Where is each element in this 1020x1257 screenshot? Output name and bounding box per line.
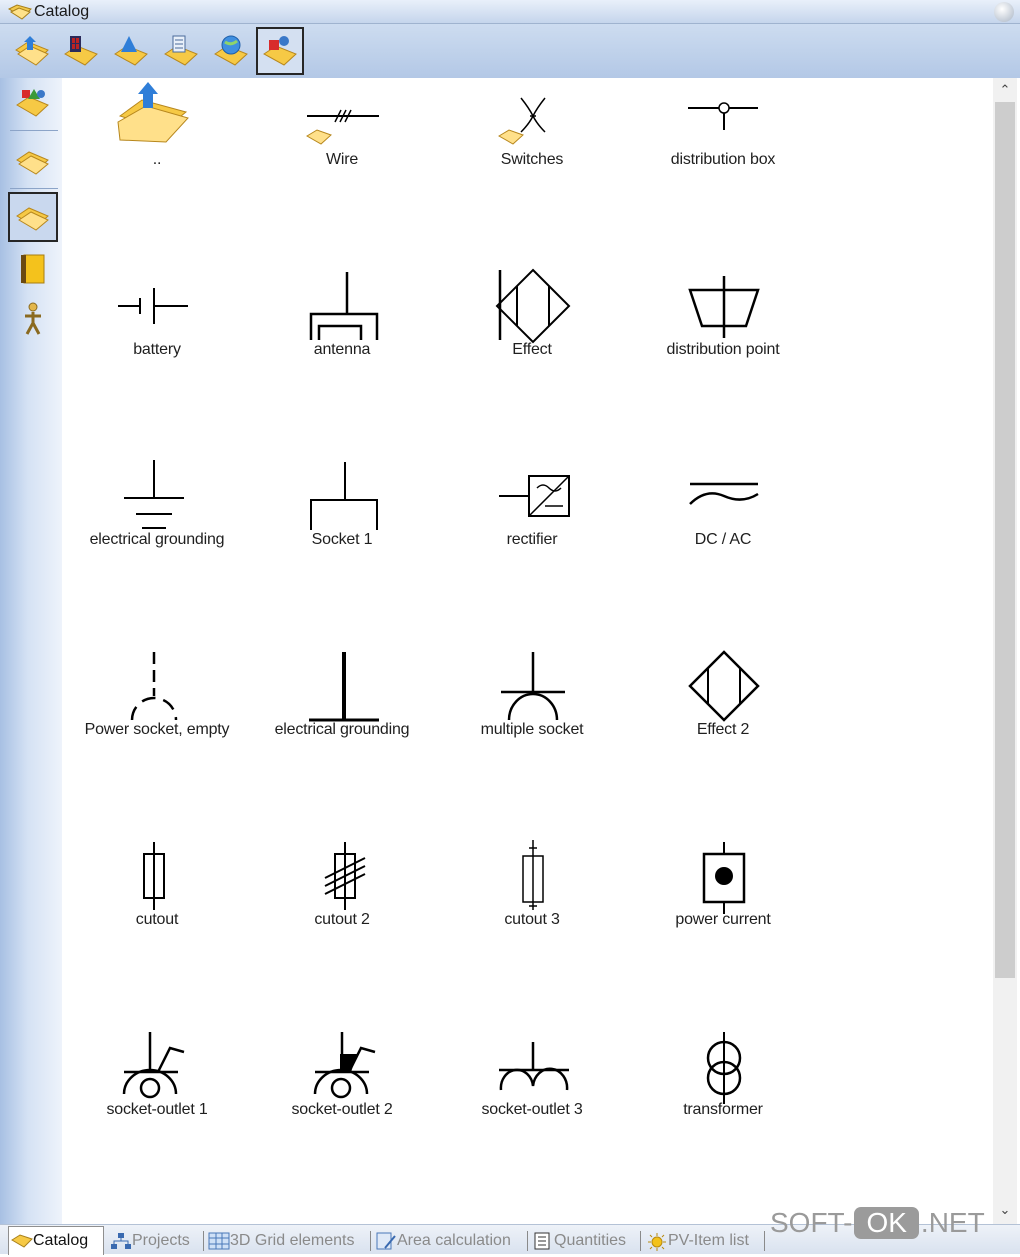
catalog-item-label: antenna <box>313 341 371 358</box>
catalog-item[interactable] <box>247 838 437 1028</box>
left-panel-button-1[interactable] <box>8 78 58 128</box>
toolbar-button-globe[interactable] <box>207 27 255 75</box>
catalog-item-label: Power socket, empty <box>84 721 230 738</box>
toolbar-button-document[interactable] <box>157 27 205 75</box>
dc-ac-symbol-icon <box>628 458 818 598</box>
catalog-item-label: Effect <box>512 341 552 358</box>
left-panel-button-4[interactable] <box>8 244 58 294</box>
catalog-item[interactable] <box>437 838 627 1028</box>
catalog-item-label: multiple socket <box>480 721 584 738</box>
catalog-item[interactable] <box>628 648 818 838</box>
switch-symbol-icon <box>437 78 627 218</box>
catalog-item-label: Wire <box>325 151 359 168</box>
toolbar-button-symbols[interactable] <box>256 27 304 75</box>
toolbar-button-window[interactable] <box>57 27 105 75</box>
tab-divider <box>527 1231 528 1251</box>
catalog-item-label: .. <box>152 151 162 168</box>
toolbar-button-shapes[interactable] <box>107 27 155 75</box>
window-titlebar <box>0 0 1020 24</box>
catalog-item[interactable] <box>62 838 252 1028</box>
tab-label: PV-Item list <box>668 1232 749 1249</box>
cutout-2-symbol-icon <box>247 838 437 978</box>
folder-up-icon <box>62 78 252 218</box>
catalog-item[interactable] <box>62 268 252 458</box>
watermark-text: SOFT- <box>770 1207 853 1238</box>
tab-divider <box>640 1231 641 1251</box>
tab-divider <box>203 1231 204 1251</box>
catalog-item-label: electrical grounding <box>89 531 225 548</box>
catalog-item[interactable] <box>628 78 818 268</box>
left-panel-button-5[interactable] <box>8 294 58 344</box>
tab-pv-item-list[interactable] <box>644 1228 762 1254</box>
tab-label: Area calculation <box>397 1232 511 1249</box>
catalog-item[interactable] <box>62 648 252 838</box>
catalog-item-label: socket-outlet 3 <box>481 1101 583 1118</box>
catalog-item[interactable] <box>628 268 818 458</box>
toolbar-button-up[interactable] <box>8 27 56 75</box>
tab-divider <box>370 1231 371 1251</box>
catalog-item[interactable] <box>247 648 437 838</box>
chevron-up-icon: ⌃ <box>999 82 1011 97</box>
area-calculation-icon <box>375 1232 397 1255</box>
scrollbar-thumb[interactable] <box>995 102 1015 978</box>
catalog-folder-icon <box>8 3 32 26</box>
pin-button[interactable] <box>994 2 1014 22</box>
catalog-item-label: distribution box <box>670 151 776 168</box>
catalog-item[interactable] <box>62 1028 252 1218</box>
left-panel <box>0 78 62 1224</box>
catalog-item-label: Socket 1 <box>311 531 373 548</box>
tab-divider <box>764 1231 765 1251</box>
vertical-scrollbar[interactable] <box>993 78 1017 1224</box>
tab-catalog[interactable] <box>8 1226 104 1255</box>
catalog-item-label: socket-outlet 2 <box>291 1101 393 1118</box>
cutout-symbol-icon <box>62 838 252 978</box>
catalog-item[interactable] <box>437 268 627 458</box>
battery-symbol-icon <box>62 268 252 408</box>
tab-label: Catalog <box>33 1232 89 1249</box>
watermark-text: .NET <box>920 1207 985 1238</box>
catalog-item[interactable] <box>628 458 818 648</box>
left-panel-button-3[interactable] <box>8 192 58 242</box>
catalog-item[interactable] <box>62 78 252 268</box>
catalog-item[interactable] <box>437 458 627 648</box>
catalog-item-label: Switches <box>500 151 564 168</box>
cutout-3-symbol-icon <box>437 838 627 978</box>
catalog-item[interactable] <box>62 458 252 648</box>
wire-symbol-icon <box>247 78 437 218</box>
catalog-item[interactable] <box>437 648 627 838</box>
catalog-item-label: Effect 2 <box>696 721 750 738</box>
catalog-item[interactable] <box>247 1028 437 1218</box>
socket-symbol-icon <box>247 458 437 598</box>
catalog-item[interactable] <box>628 838 818 1028</box>
quantities-list-icon <box>532 1232 554 1255</box>
tab-3d-grid-elements[interactable] <box>206 1228 368 1254</box>
catalog-item-label: cutout <box>135 911 179 928</box>
multiple-socket-icon <box>437 648 627 788</box>
catalog-item-label: transformer <box>683 1101 763 1118</box>
watermark-box: OK <box>854 1207 918 1239</box>
rectifier-symbol-icon <box>437 458 627 598</box>
grounding-line-icon <box>247 648 437 788</box>
catalog-folder-icon <box>11 1231 33 1254</box>
antenna-symbol-icon <box>247 268 437 408</box>
window-title: Catalog <box>34 3 90 20</box>
catalog-item-label: rectifier <box>506 531 558 548</box>
scroll-down-button[interactable] <box>993 1200 1017 1220</box>
tab-projects[interactable] <box>108 1228 200 1254</box>
catalog-item-label: battery <box>133 341 181 358</box>
catalog-item[interactable] <box>437 1028 627 1218</box>
watermark <box>770 1207 985 1247</box>
effect-2-symbol-icon <box>628 648 818 788</box>
grounding-symbol-icon <box>62 458 252 598</box>
transformer-symbol-icon <box>628 1028 818 1168</box>
catalog-item-label: DC / AC <box>694 531 752 548</box>
distribution-box-icon <box>628 78 818 218</box>
left-panel-divider <box>10 130 58 131</box>
catalog-item-label: distribution point <box>666 341 780 358</box>
tab-area-calculation[interactable] <box>373 1228 525 1254</box>
catalog-item[interactable] <box>247 78 437 268</box>
tab-label: Projects <box>132 1232 190 1249</box>
left-panel-button-2[interactable] <box>8 136 58 186</box>
catalog-grid <box>62 78 992 1224</box>
catalog-item-label: electrical grounding <box>274 721 410 738</box>
distribution-point-icon <box>628 268 818 408</box>
socket-outlet-1-icon <box>62 1028 252 1168</box>
catalog-item[interactable] <box>247 268 437 458</box>
left-panel-divider <box>10 188 58 189</box>
sun-icon <box>646 1232 668 1257</box>
catalog-item[interactable] <box>247 458 437 648</box>
socket-outlet-2-icon <box>247 1028 437 1168</box>
scroll-up-button[interactable] <box>993 80 1017 100</box>
power-socket-empty-icon <box>62 648 252 788</box>
socket-outlet-3-icon <box>437 1028 627 1168</box>
catalog-toolbar <box>0 24 1020 78</box>
power-current-icon <box>628 838 818 978</box>
catalog-item[interactable] <box>437 78 627 268</box>
tab-quantities[interactable] <box>530 1228 638 1254</box>
catalog-item-label: socket-outlet 1 <box>106 1101 208 1118</box>
tab-label: 3D Grid elements <box>230 1232 355 1249</box>
catalog-item-label: power current <box>675 911 771 928</box>
effect-symbol-icon <box>437 268 627 408</box>
chevron-down-icon: ⌄ <box>999 1202 1011 1217</box>
catalog-item-label: cutout 2 <box>314 911 370 928</box>
catalog-item-label: cutout 3 <box>504 911 560 928</box>
projects-tree-icon <box>110 1232 132 1255</box>
catalog-item[interactable] <box>628 1028 818 1218</box>
tab-label: Quantities <box>554 1232 627 1249</box>
grid-icon <box>208 1232 230 1255</box>
